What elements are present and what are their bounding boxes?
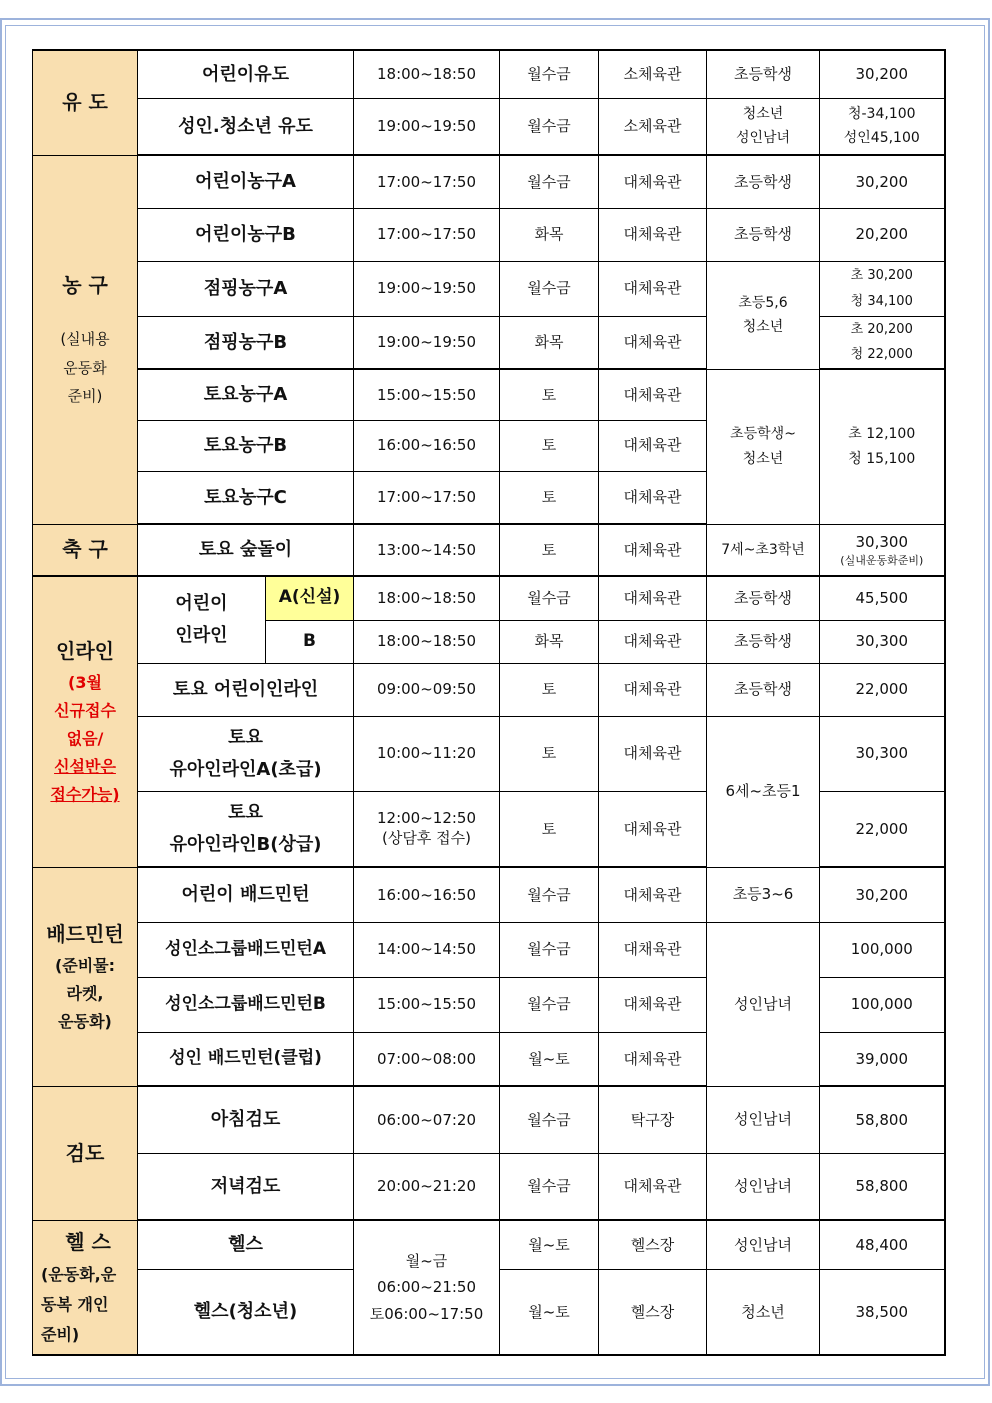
table-row (33, 524, 945, 576)
class-target: 청소년 (707, 1269, 820, 1355)
class-fee: 30,200 (820, 50, 945, 98)
category-note: 라켓, (66, 984, 104, 1003)
class-days: 월수금 (500, 261, 599, 316)
program-line: 토요 (228, 727, 263, 748)
program-name: 아침검도 (138, 1086, 354, 1153)
time-note: (상담후 접수) (382, 828, 471, 847)
program-name: 헬스(청소년) (138, 1269, 354, 1355)
class-target: 성인남녀 (707, 1220, 820, 1269)
class-venue: 대체육관 (599, 867, 707, 922)
class-days: 토 (500, 663, 599, 716)
category-label: 인라인 (56, 639, 114, 664)
program-name: 성인소그룹배드민턴B (138, 977, 354, 1032)
class-days: 월수금 (500, 1153, 599, 1220)
fee-note: (실내운동화준비) (840, 554, 924, 568)
class-days: 토 (500, 524, 599, 576)
class-days: 토 (500, 420, 599, 471)
class-time: 06:00~07:20 (354, 1086, 500, 1153)
class-days: 월수금 (500, 155, 599, 208)
class-venue: 대체육관 (599, 791, 707, 867)
program-line: 인라인 (175, 624, 228, 646)
class-target (707, 261, 820, 369)
category-label: 헬 스 (65, 1230, 111, 1255)
target-line: 청소년 (742, 319, 784, 335)
category-note: 신설반은 (54, 757, 116, 777)
class-days: 월~토 (500, 1032, 599, 1086)
class-target: 성인남녀 (707, 922, 820, 1086)
class-fee: 22,000 (820, 791, 945, 867)
class-target (707, 98, 820, 155)
program-line: 토요 (228, 802, 263, 824)
class-target: 6세~초등1 (707, 716, 820, 867)
table-row (33, 1220, 945, 1269)
category-note: 운동화) (58, 1012, 112, 1031)
class-time (354, 1220, 500, 1355)
program-name: 성인소그룹배드민턴A (138, 922, 354, 977)
class-target: 초등학생 (707, 620, 820, 663)
class-venue: 소체육관 (599, 98, 707, 155)
category-note: 준비) (41, 1324, 80, 1344)
fee-line: 초 30,200 (850, 268, 913, 284)
target-line: 성인남녀 (735, 130, 791, 147)
class-venue: 헬스장 (599, 1269, 707, 1355)
category-note: 준비) (67, 387, 103, 406)
class-time: 10:00~11:20 (354, 716, 500, 791)
time-line: 토06:00~17:50 (369, 1304, 484, 1323)
class-days: 토 (500, 716, 599, 791)
class-fee: 58,800 (820, 1153, 945, 1220)
table-row (33, 1086, 945, 1153)
class-time: 18:00~18:50 (354, 576, 500, 620)
class-target (707, 369, 820, 524)
category-inline (33, 576, 138, 867)
class-venue: 대채육관 (599, 922, 707, 977)
class-venue: 대체육관 (599, 1153, 707, 1220)
class-fee: 58,800 (820, 1086, 945, 1153)
class-venue: 탁구장 (599, 1086, 707, 1153)
class-time: 19:00~19:50 (354, 316, 500, 369)
class-days: 토 (500, 369, 599, 420)
program-line: 유아인라인B(상급) (169, 833, 322, 855)
category-note: 접수가능) (50, 785, 120, 805)
class-days: 화목 (500, 316, 599, 369)
program-name: 헬스 (138, 1220, 354, 1269)
class-time: 18:00~18:50 (354, 50, 500, 98)
category-note: (실내용 (60, 330, 110, 349)
program-name (138, 576, 266, 663)
class-fee: 100,000 (820, 922, 945, 977)
class-venue: 대체육관 (599, 620, 707, 663)
table-row (33, 155, 945, 208)
program-name: 어린이농구A (138, 155, 354, 208)
class-fee: 30,200 (820, 155, 945, 208)
program-name: 토요농구C (138, 471, 354, 524)
category-note: (준비물: (54, 956, 116, 975)
class-time (354, 791, 500, 867)
class-fee: 20,200 (820, 208, 945, 261)
class-venue: 헬스장 (599, 1220, 707, 1269)
category-judo: 유 도 (33, 50, 138, 155)
class-venue: 대체육관 (599, 261, 707, 316)
table-row (33, 716, 945, 791)
program-name: 점핑농구A (138, 261, 354, 316)
class-time: 13:00~14:50 (354, 524, 500, 576)
target-line: 청소년 (742, 450, 784, 467)
class-target: 초등학생 (707, 155, 820, 208)
class-venue: 대체육관 (599, 369, 707, 420)
fee-line: 청-34,100 (847, 105, 916, 122)
program-name: 점핑농구B (138, 316, 354, 369)
class-days: 월수금 (500, 922, 599, 977)
class-time: 15:00~15:50 (354, 369, 500, 420)
category-note: 없음/ (66, 729, 104, 749)
fee-line: 청 34,100 (850, 293, 913, 309)
program-name (138, 716, 354, 791)
class-venue: 대체육관 (599, 208, 707, 261)
class-days: 화목 (500, 208, 599, 261)
program-name: 성인 배드민턴(클럽) (138, 1032, 354, 1086)
class-time: 19:00~19:50 (354, 261, 500, 316)
program-name: 토요농구B (138, 420, 354, 471)
class-target: 초등3~6 (707, 867, 820, 922)
class-venue: 대체육관 (599, 316, 707, 369)
program-name: 성인.청소년 유도 (138, 98, 354, 155)
class-target: 초등학생 (707, 576, 820, 620)
class-target: 초등학생 (707, 50, 820, 98)
category-basketball (33, 155, 138, 524)
program-line: 유아인라인A(초급) (169, 758, 322, 780)
program-name: 어린이농구B (138, 208, 354, 261)
fee-line: 청 22,000 (850, 347, 913, 363)
class-venue: 대체육관 (599, 1032, 707, 1086)
target-line: 청소년 (742, 105, 784, 122)
category-note: (운동화,운 (41, 1265, 117, 1285)
class-days: 화목 (500, 620, 599, 663)
program-name: 어린이유도 (138, 50, 354, 98)
class-fee (820, 98, 945, 155)
program-schedule-table (32, 49, 946, 1356)
class-days: 월수금 (500, 98, 599, 155)
class-fee: 30,300 (820, 716, 945, 791)
program-name: 저녁검도 (138, 1153, 354, 1220)
class-venue: 대체육관 (599, 524, 707, 576)
time-line: 월~금 (405, 1252, 448, 1271)
time-line: 06:00~21:50 (377, 1278, 477, 1297)
table-row (33, 867, 945, 922)
class-fee (820, 524, 945, 576)
time-line: 12:00~12:50 (377, 809, 477, 828)
table-row (33, 208, 945, 261)
class-days: 월수금 (500, 576, 599, 620)
class-level: A(신설) (266, 576, 354, 620)
program-name: 토요 숲돌이 (138, 524, 354, 576)
target-line: 초등학생~ (730, 426, 796, 442)
class-fee (820, 369, 945, 524)
class-venue: 대체육관 (599, 716, 707, 791)
target-line: 초등5,6 (738, 294, 788, 311)
class-time: 17:00~17:50 (354, 155, 500, 208)
class-days: 월수금 (500, 867, 599, 922)
class-target: 7세~초3학년 (707, 524, 820, 576)
class-fee (820, 261, 945, 316)
class-days: 월~토 (500, 1220, 599, 1269)
program-name: 토요농구A (138, 369, 354, 420)
fee-line: 성인45,100 (843, 130, 920, 147)
class-venue: 소체육관 (599, 50, 707, 98)
class-days: 월수금 (500, 50, 599, 98)
category-note: (3월 (68, 673, 102, 693)
category-note: 신규접수 (54, 701, 116, 721)
class-target: 초등학생 (707, 208, 820, 261)
class-time: 14:00~14:50 (354, 922, 500, 977)
category-badminton (33, 867, 138, 1086)
table-row (33, 261, 945, 316)
class-fee (820, 316, 945, 369)
category-label: 배드민턴 (46, 922, 124, 946)
class-days: 토 (500, 471, 599, 524)
class-time: 20:00~21:20 (354, 1153, 500, 1220)
program-name (138, 791, 354, 867)
table-row (33, 1153, 945, 1220)
class-venue: 대체육관 (599, 471, 707, 524)
table-row (33, 50, 945, 98)
fee-line: 초 12,100 (848, 426, 916, 443)
fee-line: 30,300 (855, 532, 909, 551)
class-time: 17:00~17:50 (354, 208, 500, 261)
class-time: 09:00~09:50 (354, 663, 500, 716)
class-time: 15:00~15:50 (354, 977, 500, 1032)
class-days: 월수금 (500, 977, 599, 1032)
class-days: 월~토 (500, 1269, 599, 1355)
class-target: 초등학생 (707, 663, 820, 716)
class-venue: 대체육관 (599, 576, 707, 620)
class-fee: 100,000 (820, 977, 945, 1032)
fee-line: 청 15,100 (848, 450, 916, 467)
program-line: 어린이 (175, 593, 228, 615)
class-venue: 대체육관 (599, 663, 707, 716)
class-time: 19:00~19:50 (354, 98, 500, 155)
class-fee: 30,200 (820, 867, 945, 922)
class-venue: 대체육관 (599, 155, 707, 208)
class-days: 토 (500, 791, 599, 867)
program-name: 토요 어린이인라인 (138, 663, 354, 716)
class-time: 07:00~08:00 (354, 1032, 500, 1086)
class-time: 16:00~16:50 (354, 867, 500, 922)
category-kendo: 검도 (33, 1086, 138, 1220)
table-row (33, 369, 945, 420)
class-fee: 48,400 (820, 1220, 945, 1269)
class-time: 17:00~17:50 (354, 471, 500, 524)
table-row (33, 98, 945, 155)
class-days: 월수금 (500, 1086, 599, 1153)
table-row (33, 663, 945, 716)
class-fee: 30,300 (820, 620, 945, 663)
class-time: 18:00~18:50 (354, 620, 500, 663)
category-label: 농 구 (62, 273, 108, 298)
class-fee: 38,500 (820, 1269, 945, 1355)
class-venue: 대체육관 (599, 977, 707, 1032)
class-venue: 대체육관 (599, 420, 707, 471)
category-note: 동복 개인 (41, 1294, 109, 1314)
class-target: 성인남녀 (707, 1086, 820, 1153)
class-fee: 45,500 (820, 576, 945, 620)
class-level: B (266, 620, 354, 663)
program-name: 어린이 배드민턴 (138, 867, 354, 922)
class-fee: 39,000 (820, 1032, 945, 1086)
fee-line: 초 20,200 (850, 321, 913, 337)
table-row (33, 576, 945, 620)
category-soccer: 축 구 (33, 524, 138, 576)
class-time: 16:00~16:50 (354, 420, 500, 471)
class-target: 성인남녀 (707, 1153, 820, 1220)
category-gym (33, 1220, 138, 1355)
category-note: 운동화 (63, 358, 107, 377)
table-row (33, 922, 945, 977)
class-fee: 22,000 (820, 663, 945, 716)
